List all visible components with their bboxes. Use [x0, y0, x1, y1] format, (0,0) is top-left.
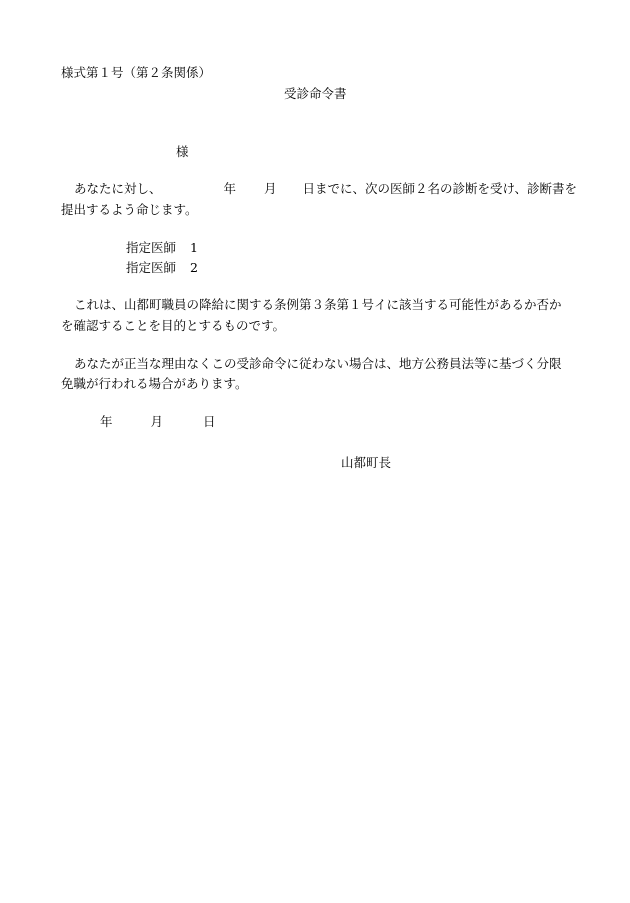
doctor-number: 1 — [190, 240, 198, 255]
signer-name: 山都町長 — [341, 455, 392, 470]
paragraph1-text-a: あなたに対し、 — [74, 181, 162, 196]
issue-day-label: 日 — [203, 414, 216, 429]
paragraph1-line1 — [61, 183, 577, 196]
paragraph1-line2: 提出するよう命じます。 — [61, 202, 198, 217]
doctor-label: 指定医師 — [126, 240, 177, 255]
issue-year-label: 年 — [100, 414, 113, 429]
paragraph2-line2: を確認することを目的とするものです。 — [61, 318, 286, 333]
paragraph2-line1 — [61, 299, 562, 312]
designated-doctor-1 — [126, 242, 198, 255]
deadline-year-label: 年 — [223, 181, 237, 196]
addressee-suffix: 様 — [176, 144, 189, 159]
designated-doctor-2 — [126, 262, 198, 275]
document-title: 受診命令書 — [284, 86, 347, 101]
paragraph3-text: あなたが正当な理由なくこの受診命令に従わない場合は、地方公務員法等に基づく分限 — [74, 356, 562, 371]
paragraph3-line1 — [61, 358, 562, 371]
issue-month-label: 月 — [150, 414, 164, 429]
deadline-month-label: 月 — [264, 181, 277, 196]
paragraph3-line2: 免職が行われる場合があります。 — [61, 376, 248, 391]
doctor-label: 指定医師 — [126, 260, 177, 275]
form-label: 様式第１号（第２条関係） — [61, 65, 212, 80]
issue-date — [100, 416, 216, 429]
paragraph2-text: これは、山都町職員の降給に関する条例第３条第１号イに該当する可能性があるか否か — [74, 297, 562, 312]
paragraph1-text-b: 日までに、次の医師２名の診断を受け、診断書を — [302, 181, 578, 196]
doctor-number: 2 — [190, 260, 198, 275]
